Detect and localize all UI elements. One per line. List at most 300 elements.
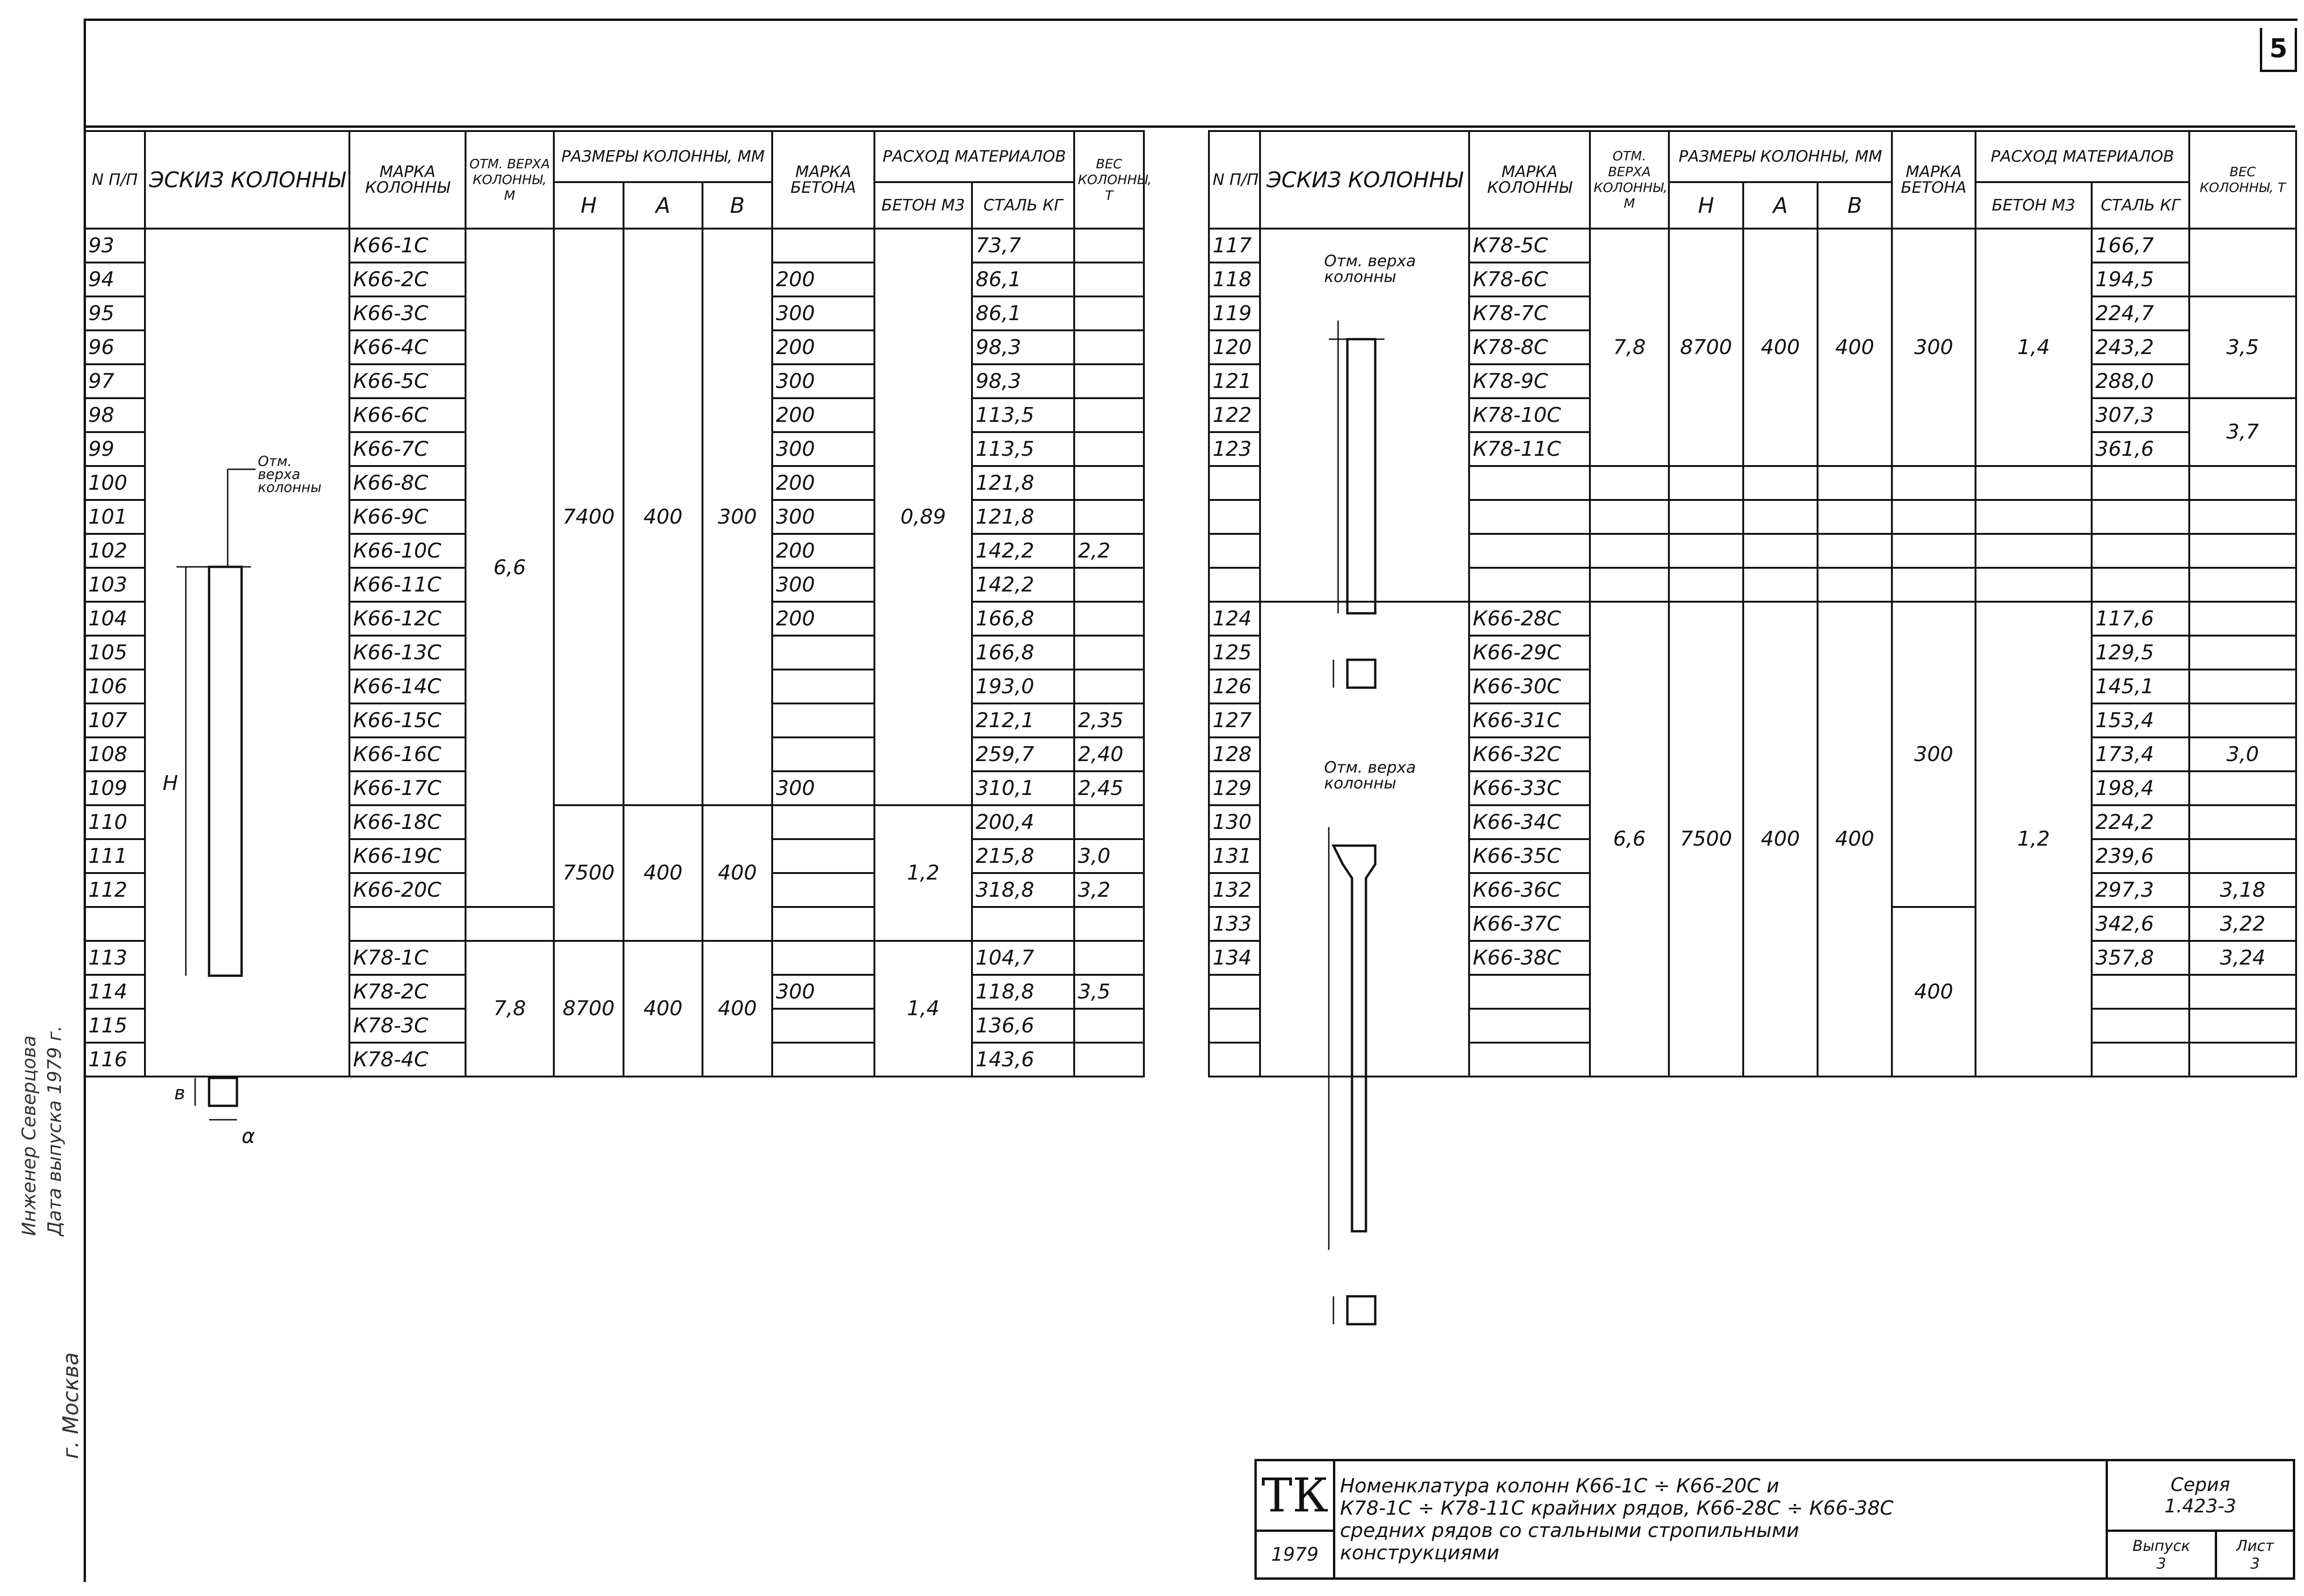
- row-number: 125: [1209, 636, 1260, 670]
- steel-mass: [2092, 534, 2189, 568]
- row-number: [1209, 975, 1260, 1009]
- title-line-2: К78-1С ÷ К78-11С крайних рядов, К66-28С ÷ К66-38С: [1340, 1497, 1894, 1519]
- row-number: 127: [1209, 703, 1260, 737]
- column-mark: [1469, 1009, 1590, 1043]
- column-mark: К78-3С: [349, 1009, 466, 1043]
- col-header-steel: СТАЛЬ КГ: [972, 182, 1074, 229]
- column-mark: К66-20С: [349, 873, 466, 907]
- row-number: 94: [85, 263, 145, 296]
- row-number: [1209, 534, 1260, 568]
- column-weight: [2189, 703, 2296, 737]
- steel-mass: 113,5: [972, 432, 1074, 466]
- steel-mass: 166,7: [2092, 229, 2189, 263]
- column-weight: 2,2: [1074, 534, 1144, 568]
- steel-mass: 310,1: [972, 771, 1074, 805]
- left-sketch-elev-label: Отм. верха колонны: [258, 453, 322, 496]
- title-line-4: конструкциями: [1340, 1541, 1500, 1564]
- column-mark: К66-4С: [349, 330, 466, 364]
- column-weight: [2189, 534, 2296, 568]
- right-col-header-a: Α: [1743, 182, 1818, 229]
- title-block-year: 1979: [1256, 1531, 1334, 1579]
- column-weight: [1074, 907, 1144, 941]
- column-mark: К66-18С: [349, 805, 466, 839]
- column-weight: [1074, 330, 1144, 364]
- right-sketch-bottom-label: Отм. верха колонны: [1324, 758, 1416, 793]
- column-weight: 3,5: [1074, 975, 1144, 1009]
- col-header-mark: МАРКА КОЛОННЫ: [349, 131, 466, 229]
- steel-mass: 121,8: [972, 466, 1074, 500]
- empty-cell: [1590, 568, 1669, 602]
- column-weight: [1074, 805, 1144, 839]
- column-mark: К66-31С: [1469, 703, 1590, 737]
- column-weight: [2189, 805, 2296, 839]
- concrete-grade: 200: [772, 330, 874, 364]
- row-number: [1209, 466, 1260, 500]
- column-weight: 3,0: [1074, 839, 1144, 873]
- row-number: 119: [1209, 296, 1260, 330]
- column-mark: К66-19С: [349, 839, 466, 873]
- column-weight: [1074, 296, 1144, 330]
- empty-cell: [1892, 500, 1976, 534]
- empty-cell: [1669, 500, 1743, 534]
- column-mark: К78-8С: [1469, 330, 1590, 364]
- top-band-line: [84, 125, 2295, 128]
- steel-mass: [2092, 1043, 2189, 1077]
- column-mark: [1469, 568, 1590, 602]
- left-sketch-a-label: α: [242, 1124, 256, 1148]
- title-line-1: Номенклатура колонн К66-1С ÷ К66-20С и: [1340, 1474, 1779, 1497]
- concrete-grade: [772, 907, 874, 941]
- column-weight: [1074, 229, 1144, 263]
- side-stamp: [9, 585, 83, 1468]
- column-weight: [2189, 229, 2296, 296]
- column-mark: К66-7С: [349, 432, 466, 466]
- steel-mass: 166,8: [972, 636, 1074, 670]
- concrete-grade: [772, 873, 874, 907]
- row-number: 105: [85, 636, 145, 670]
- concrete-grade: 300: [772, 771, 874, 805]
- row-number: 106: [85, 670, 145, 703]
- steel-mass: 224,7: [2092, 296, 2189, 330]
- concrete-volume: 0,89: [874, 229, 972, 805]
- column-weight: 3,22: [2189, 907, 2296, 941]
- right-col-header-materials: РАСХОД МАТЕРИАЛОВ: [1976, 131, 2189, 182]
- empty-cell: [1818, 568, 1892, 602]
- column-weight: [2189, 602, 2296, 636]
- column-mark: К66-9С: [349, 500, 466, 534]
- concrete-grade: [772, 1009, 874, 1043]
- column-mark: К66-17С: [349, 771, 466, 805]
- row-number: [85, 907, 145, 941]
- row-number: 99: [85, 432, 145, 466]
- steel-mass: 297,3: [2092, 873, 2189, 907]
- side-stamp-engineer: Инженер Северцова: [19, 1035, 40, 1236]
- column-weight: [1074, 398, 1144, 432]
- empty-cell: [1976, 534, 2092, 568]
- concrete-volume: 1,4: [874, 941, 972, 1077]
- column-mark: К78-7С: [1469, 296, 1590, 330]
- steel-mass: 342,6: [2092, 907, 2189, 941]
- column-mark: К66-38С: [1469, 941, 1590, 975]
- steel-mass: 173,4: [2092, 737, 2189, 771]
- column-mark: К66-8С: [349, 466, 466, 500]
- concrete-grade: 300: [772, 432, 874, 466]
- right-col-header-weight: ВЕС КОЛОННЫ, Т: [2189, 131, 2296, 229]
- empty-cell: [1669, 466, 1743, 500]
- row-number: 128: [1209, 737, 1260, 771]
- row-number: 108: [85, 737, 145, 771]
- col-header-grade: МАРКА БЕТОНА: [772, 131, 874, 229]
- left-sketch-b-label: в: [174, 1083, 185, 1104]
- right-col-header-dims: РАЗМЕРЫ КОЛОННЫ, ММ: [1669, 131, 1892, 182]
- concrete-grade: 300: [772, 296, 874, 330]
- steel-mass: 98,3: [972, 364, 1074, 398]
- empty-cell: [1892, 568, 1976, 602]
- empty-cell: [1892, 534, 1976, 568]
- steel-mass: 215,8: [972, 839, 1074, 873]
- column-mark: К66-35С: [1469, 839, 1590, 873]
- steel-mass: 121,8: [972, 500, 1074, 534]
- steel-mass: 259,7: [972, 737, 1074, 771]
- title-block-sheet: [2216, 1531, 2294, 1579]
- concrete-volume: 1,4: [1976, 229, 2092, 466]
- title-block-logo: ТК: [1256, 1460, 1334, 1531]
- column-weight: [1074, 1009, 1144, 1043]
- col-header-h: H: [554, 182, 624, 229]
- row-number: 130: [1209, 805, 1260, 839]
- row-number: 113: [85, 941, 145, 975]
- steel-mass: 212,1: [972, 703, 1074, 737]
- steel-mass: 73,7: [972, 229, 1074, 263]
- steel-mass: 86,1: [972, 296, 1074, 330]
- column-weight: [2189, 771, 2296, 805]
- concrete-grade: [772, 805, 874, 839]
- column-mark: К66-37С: [1469, 907, 1590, 941]
- col-header-concrete: БЕТОН М3: [874, 182, 972, 229]
- steel-mass: 98,3: [972, 330, 1074, 364]
- elev-cell: 6,6: [466, 229, 554, 907]
- column-mark: [349, 907, 466, 941]
- row-number: 126: [1209, 670, 1260, 703]
- empty-cell: [1669, 568, 1743, 602]
- empty-cell: [1590, 466, 1669, 500]
- right-col-header-mark: МАРКА КОЛОННЫ: [1469, 131, 1590, 229]
- row-number: 122: [1209, 398, 1260, 432]
- right-col-header-sketch: ЭСКИЗ КОЛОННЫ: [1260, 131, 1469, 229]
- issue-label: Выпуск: [2132, 1537, 2190, 1555]
- column-mark: К78-9С: [1469, 364, 1590, 398]
- row-number: 97: [85, 364, 145, 398]
- series-value: 1.423-3: [2164, 1495, 2237, 1517]
- column-weight: [2189, 568, 2296, 602]
- column-mark: К78-5С: [1469, 229, 1590, 263]
- concrete-grade: [772, 703, 874, 737]
- column-weight: 2,35: [1074, 703, 1144, 737]
- column-mark: К66-11С: [349, 568, 466, 602]
- empty-cell: [1590, 534, 1669, 568]
- col-header-materials: РАСХОД МАТЕРИАЛОВ: [874, 131, 1074, 182]
- column-weight: [1074, 1043, 1144, 1077]
- column-mark: К66-34С: [1469, 805, 1590, 839]
- row-number: 118: [1209, 263, 1260, 296]
- row-number: 104: [85, 602, 145, 636]
- empty-cell: [1818, 534, 1892, 568]
- table-row: [85, 229, 1144, 263]
- concrete-grade: 200: [772, 263, 874, 296]
- b-cell: 400: [702, 805, 772, 941]
- concrete-grade: 200: [772, 602, 874, 636]
- elev-cell: 7,8: [1590, 229, 1669, 466]
- title-block-title: [1334, 1460, 2107, 1579]
- row-number: 133: [1209, 907, 1260, 941]
- column-weight: [1074, 568, 1144, 602]
- column-mark: [1469, 500, 1590, 534]
- empty-cell: [1590, 500, 1669, 534]
- column-mark: К66-33С: [1469, 771, 1590, 805]
- series-label: Серия: [2170, 1474, 2230, 1496]
- column-mark: К66-15С: [349, 703, 466, 737]
- concrete-grade: 200: [772, 398, 874, 432]
- column-mark: К66-28С: [1469, 602, 1590, 636]
- steel-mass: 118,8: [972, 975, 1074, 1009]
- steel-mass: 136,6: [972, 1009, 1074, 1043]
- title-block-series: [2107, 1460, 2294, 1531]
- row-number: [1209, 568, 1260, 602]
- row-number: 129: [1209, 771, 1260, 805]
- empty-cell: [1743, 466, 1818, 500]
- column-mark: К66-16С: [349, 737, 466, 771]
- row-number: 115: [85, 1009, 145, 1043]
- steel-mass: 307,3: [2092, 398, 2189, 432]
- empty-cell: [1669, 534, 1743, 568]
- column-mark: К78-10С: [1469, 398, 1590, 432]
- steel-mass: 153,4: [2092, 703, 2189, 737]
- steel-mass: [972, 907, 1074, 941]
- column-weight: [1074, 636, 1144, 670]
- steel-mass: 198,4: [2092, 771, 2189, 805]
- row-number: 117: [1209, 229, 1260, 263]
- column-weight: 3,7: [2189, 398, 2296, 466]
- column-mark: К66-14С: [349, 670, 466, 703]
- steel-mass: [2092, 500, 2189, 534]
- side-stamp-city: г. Москва: [58, 1352, 83, 1459]
- row-number: 103: [85, 568, 145, 602]
- steel-mass: 129,5: [2092, 636, 2189, 670]
- sheet-value: 3: [2250, 1555, 2260, 1573]
- column-mark: К78-2С: [349, 975, 466, 1009]
- right-col-header-grade: МАРКА БЕТОНА: [1892, 131, 1976, 229]
- empty-cell: [1818, 500, 1892, 534]
- row-number: 131: [1209, 839, 1260, 873]
- row-number: 120: [1209, 330, 1260, 364]
- column-mark: К66-30С: [1469, 670, 1590, 703]
- concrete-grade: [772, 737, 874, 771]
- steel-mass: 318,8: [972, 873, 1074, 907]
- steel-mass: 145,1: [2092, 670, 2189, 703]
- row-number: 102: [85, 534, 145, 568]
- column-mark: К78-6С: [1469, 263, 1590, 296]
- title-block-issue: [2107, 1531, 2216, 1579]
- column-weight: [1074, 670, 1144, 703]
- row-number: 116: [85, 1043, 145, 1077]
- h-cell: 8700: [554, 941, 624, 1077]
- column-weight: [2189, 670, 2296, 703]
- column-weight: [2189, 636, 2296, 670]
- row-number: 121: [1209, 364, 1260, 398]
- empty-cell: [1743, 534, 1818, 568]
- column-weight: [1074, 263, 1144, 296]
- column-mark: К66-13С: [349, 636, 466, 670]
- a-cell: 400: [1743, 602, 1818, 1077]
- column-weight: [1074, 432, 1144, 466]
- row-number: 110: [85, 805, 145, 839]
- concrete-grade: [772, 839, 874, 873]
- right-column-sketch-top: [1282, 251, 1477, 743]
- row-number: [1209, 1009, 1260, 1043]
- row-number: 123: [1209, 432, 1260, 466]
- steel-mass: 193,0: [972, 670, 1074, 703]
- steel-mass: [2092, 1009, 2189, 1043]
- right-col-header-b: В: [1818, 182, 1892, 229]
- row-number: 93: [85, 229, 145, 263]
- right-col-header-num: N П/П: [1209, 131, 1260, 229]
- column-mark: [1469, 466, 1590, 500]
- left-sketch-h-label: H: [163, 771, 178, 795]
- column-weight: 3,0: [2189, 737, 2296, 771]
- steel-mass: 117,6: [2092, 602, 2189, 636]
- row-number: 109: [85, 771, 145, 805]
- empty-cell: [1743, 568, 1818, 602]
- b-cell: 400: [702, 941, 772, 1077]
- column-mark: [1469, 975, 1590, 1009]
- steel-mass: [2092, 466, 2189, 500]
- steel-mass: 361,6: [2092, 432, 2189, 466]
- h-cell: 7500: [1669, 602, 1743, 1077]
- side-stamp-date: Дата выпуска 1979 г.: [44, 1025, 66, 1236]
- title-line-3: средних рядов со стальными стропильными: [1340, 1519, 1799, 1542]
- steel-mass: 200,4: [972, 805, 1074, 839]
- steel-mass: 224,2: [2092, 805, 2189, 839]
- steel-mass: [2092, 568, 2189, 602]
- column-mark: [1469, 534, 1590, 568]
- title-block: [1254, 1459, 2295, 1580]
- steel-mass: 239,6: [2092, 839, 2189, 873]
- elev-cell: 7,8: [466, 941, 554, 1077]
- steel-mass: 288,0: [2092, 364, 2189, 398]
- concrete-grade: [772, 1043, 874, 1077]
- steel-mass: 194,5: [2092, 263, 2189, 296]
- column-mark: К78-4С: [349, 1043, 466, 1077]
- right-col-header-concrete: БЕТОН М3: [1976, 182, 2092, 229]
- column-mark: К66-10С: [349, 534, 466, 568]
- b-cell: 400: [1818, 229, 1892, 466]
- column-mark: К66-36С: [1469, 873, 1590, 907]
- column-mark: К66-1С: [349, 229, 466, 263]
- right-col-header-steel: СТАЛЬ КГ: [2092, 182, 2189, 229]
- issue-value: 3: [2156, 1555, 2166, 1573]
- row-number: 96: [85, 330, 145, 364]
- a-cell: 400: [1743, 229, 1818, 466]
- steel-mass: 142,2: [972, 534, 1074, 568]
- concrete-grade: 300: [1892, 602, 1976, 907]
- concrete-grade: 400: [1892, 907, 1976, 1077]
- row-number: 134: [1209, 941, 1260, 975]
- row-number: [1209, 500, 1260, 534]
- column-weight: [2189, 1009, 2296, 1043]
- col-header-sketch: ЭСКИЗ КОЛОННЫ: [145, 131, 349, 229]
- a-cell: 400: [624, 229, 702, 805]
- column-weight: [2189, 975, 2296, 1009]
- column-weight: [2189, 466, 2296, 500]
- h-cell: 7500: [554, 805, 624, 941]
- col-header-weight: ВЕС КОЛОННЫ, Т: [1074, 131, 1144, 229]
- sheet-label: Лист: [2236, 1537, 2274, 1555]
- empty-cell: [1743, 500, 1818, 534]
- empty-cell: [1976, 500, 2092, 534]
- empty-cell: [1976, 466, 2092, 500]
- column-weight: 3,18: [2189, 873, 2296, 907]
- row-number: 112: [85, 873, 145, 907]
- steel-mass: 113,5: [972, 398, 1074, 432]
- row-number: 107: [85, 703, 145, 737]
- row-number: 98: [85, 398, 145, 432]
- concrete-grade: [772, 941, 874, 975]
- column-weight: [2189, 839, 2296, 873]
- column-weight: [2189, 500, 2296, 534]
- column-mark: К66-2С: [349, 263, 466, 296]
- column-weight: 3,2: [1074, 873, 1144, 907]
- column-mark: К66-6С: [349, 398, 466, 432]
- col-header-b: В: [702, 182, 772, 229]
- h-cell: 8700: [1669, 229, 1743, 466]
- column-weight: [1074, 466, 1144, 500]
- concrete-volume: 1,2: [1976, 602, 2092, 1077]
- col-header-num: N П/П: [85, 131, 145, 229]
- sheet-number: 5: [2260, 28, 2297, 72]
- column-mark: К78-11С: [1469, 432, 1590, 466]
- row-number: 111: [85, 839, 145, 873]
- column-mark: К66-29С: [1469, 636, 1590, 670]
- concrete-grade: 300: [772, 364, 874, 398]
- column-weight: [1074, 602, 1144, 636]
- concrete-grade: 300: [772, 975, 874, 1009]
- right-col-header-h: H: [1669, 182, 1743, 229]
- col-header-elev: ОТМ. ВЕРХА КОЛОННЫ, М: [466, 131, 554, 229]
- column-weight: 2,40: [1074, 737, 1144, 771]
- concrete-grade: [772, 636, 874, 670]
- column-weight: [2189, 1043, 2296, 1077]
- elev-cell: 6,6: [1590, 602, 1669, 1077]
- steel-mass: 357,8: [2092, 941, 2189, 975]
- row-number: 124: [1209, 602, 1260, 636]
- concrete-grade: 300: [772, 500, 874, 534]
- concrete-volume: 1,2: [874, 805, 972, 941]
- h-cell: 7400: [554, 229, 624, 805]
- column-weight: [1074, 500, 1144, 534]
- b-cell: 400: [1818, 602, 1892, 1077]
- right-col-header-elev: ОТМ. ВЕРХА КОЛОННЫ, М: [1590, 131, 1669, 229]
- column-mark: К78-1С: [349, 941, 466, 975]
- empty-cell: [1892, 466, 1976, 500]
- column-weight: 3,5: [2189, 296, 2296, 398]
- steel-mass: 86,1: [972, 263, 1074, 296]
- row-number: [1209, 1043, 1260, 1077]
- left-column-sketch: [144, 441, 348, 1185]
- empty-cell: [1818, 466, 1892, 500]
- concrete-grade: 200: [772, 466, 874, 500]
- concrete-grade: 300: [1892, 229, 1976, 466]
- row-number: 100: [85, 466, 145, 500]
